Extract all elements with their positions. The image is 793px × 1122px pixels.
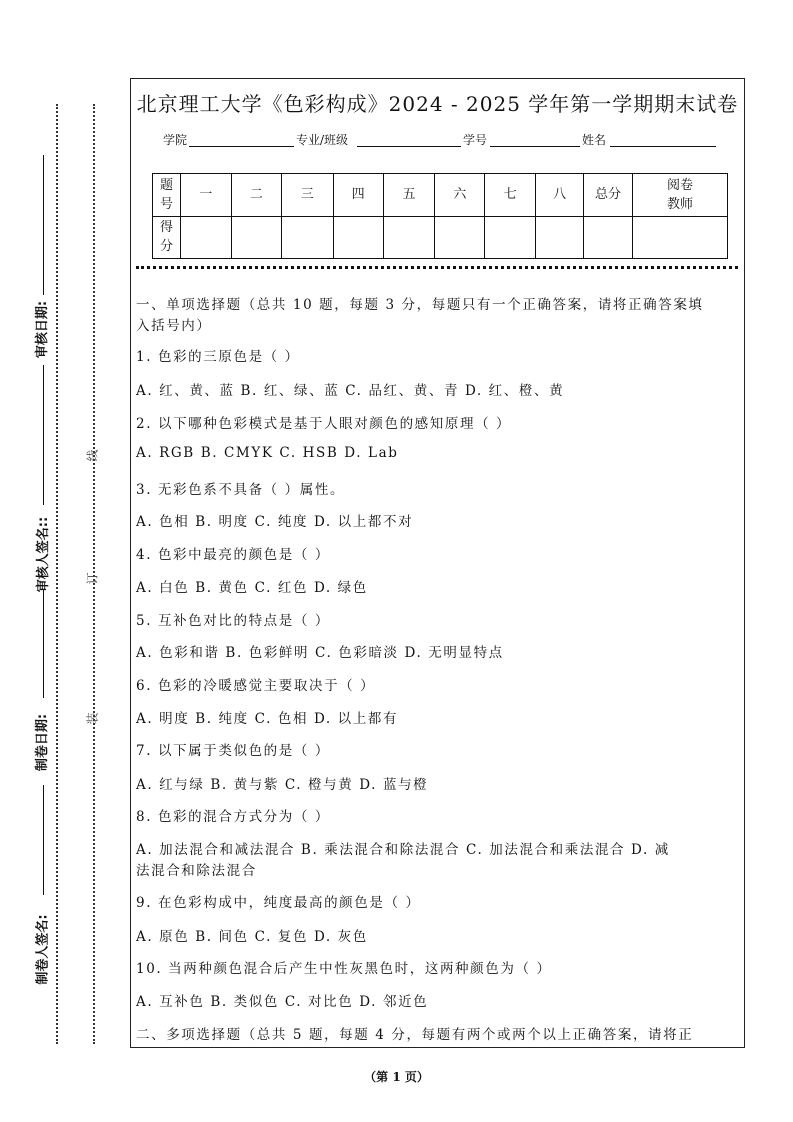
score-header-cell: 二 <box>231 174 281 217</box>
question-options: A. 色彩和谐 B. 色彩鲜明 C. 色彩暗淡 D. 无明显特点 <box>136 645 504 661</box>
score-header-cell: 总分 <box>584 174 633 217</box>
question-text: 8. 色彩的混合方式分为（ ） <box>136 809 330 825</box>
section1-heading: 一、单项选择题（总共 10 题，每题 3 分，每题只有一个正确答案，请将正确答案填 <box>136 297 704 313</box>
dotted-divider <box>136 266 738 269</box>
question-options: A. 原色 B. 间色 C. 复色 D. 灰色 <box>136 929 368 945</box>
score-header-cell: 四 <box>333 174 383 217</box>
score-header-cell: 题号 <box>153 174 181 217</box>
question-options: A. 红与绿 B. 黄与紫 C. 橙与黄 D. 蓝与橙 <box>136 777 429 793</box>
score-input-cell[interactable] <box>435 216 485 259</box>
score-header-cell: 七 <box>485 174 536 217</box>
score-header-cell: 阅卷教师 <box>633 174 728 217</box>
score-header-cell: 一 <box>180 174 231 217</box>
make-date-line <box>43 590 44 698</box>
question-text: 9. 在色彩构成中，纯度最高的颜色是（ ） <box>136 895 421 911</box>
student-id-label: 学号 <box>463 133 488 147</box>
question-text: 1. 色彩的三原色是（ ） <box>136 349 300 365</box>
question-text: 10. 当两种颜色混合后产生中性灰黑色时，这两种颜色为（ ） <box>136 961 552 977</box>
question-options: A. 加法混合和减法混合 B. 乘法混合和除法混合 C. 加法混合和乘法混合 D. 减 <box>136 842 670 858</box>
binding-dotted-line-outer <box>56 104 58 1044</box>
score-input-cell[interactable] <box>536 216 584 259</box>
question-options: A. 红、黄、蓝 B. 红、绿、蓝 C. 品红、黄、青 D. 红、橙、黄 <box>136 383 565 399</box>
score-header-cell: 六 <box>435 174 485 217</box>
score-input-cell[interactable] <box>333 216 383 259</box>
score-header-cell: 三 <box>281 174 333 217</box>
reviewer-sign-label: 审核人签名:: <box>36 516 52 593</box>
question-text: 2. 以下哪种色彩模式是基于人眼对颜色的感知原理（ ） <box>136 416 512 432</box>
section2-heading: 二、多项选择题（总共 5 题，每题 4 分，每题有两个或两个以上正确答案，请将正 <box>136 1027 694 1043</box>
exam-title: 北京理工大学《色彩构成》2024 - 2025 学年第一学期期末试卷 <box>136 92 739 116</box>
college-label: 学院 <box>163 133 188 147</box>
question-options: A. 白色 B. 黄色 C. 红色 D. 绿色 <box>136 580 368 596</box>
score-input-cell[interactable] <box>180 216 231 259</box>
name-label: 姓名 <box>582 133 607 147</box>
score-table-score-row <box>153 216 728 259</box>
score-input-cell[interactable] <box>281 216 333 259</box>
bind-mark-ding: 订 <box>85 572 100 585</box>
maker-sign-line <box>43 785 44 895</box>
score-input-cell[interactable] <box>633 216 728 259</box>
major-field[interactable] <box>357 146 461 147</box>
bind-mark-zhuang: 装 <box>85 712 100 725</box>
student-id-field[interactable] <box>490 146 580 147</box>
score-header-cell: 五 <box>383 174 435 217</box>
reviewer-sign-line <box>43 365 44 505</box>
page-number: （第 1 页） <box>364 1070 429 1084</box>
score-table-header-row <box>153 174 728 217</box>
question-options: A. 明度 B. 纯度 C. 色相 D. 以上都有 <box>136 711 399 727</box>
score-table <box>152 173 728 259</box>
question-text: 6. 色彩的冷暖感觉主要取决于（ ） <box>136 678 376 694</box>
major-label: 专业/班级 <box>296 133 349 147</box>
question-options: A. RGB B. CMYK C. HSB D. Lab <box>136 445 399 461</box>
score-header-cell: 八 <box>536 174 584 217</box>
section1-heading-cont: 入括号内） <box>136 318 212 334</box>
score-input-cell[interactable] <box>383 216 435 259</box>
question-options: A. 色相 B. 明度 C. 纯度 D. 以上都不对 <box>136 514 414 530</box>
score-input-cell[interactable] <box>584 216 633 259</box>
review-date-label: 审核日期: <box>35 300 51 359</box>
bind-mark-xian: 线 <box>85 449 100 462</box>
question-text: 7. 以下属于类似色的是（ ） <box>136 743 330 759</box>
score-row-label: 得分 <box>153 216 181 259</box>
name-field[interactable] <box>610 146 716 147</box>
college-field[interactable] <box>189 146 294 147</box>
question-options: A. 互补色 B. 类似色 C. 对比色 D. 邻近色 <box>136 994 429 1010</box>
score-input-cell[interactable] <box>485 216 536 259</box>
question-text: 5. 互补色对比的特点是（ ） <box>136 613 330 629</box>
question-text: 3. 无彩色系不具备（ ）属性。 <box>136 482 346 498</box>
review-date-line <box>43 155 44 295</box>
question-text: 4. 色彩中最亮的颜色是（ ） <box>136 547 330 563</box>
question-options-cont: 法混合和除法混合 <box>136 863 257 879</box>
make-date-label: 制卷日期: <box>35 713 51 772</box>
score-input-cell[interactable] <box>231 216 281 259</box>
maker-sign-label: 制卷人签名: <box>35 914 51 985</box>
